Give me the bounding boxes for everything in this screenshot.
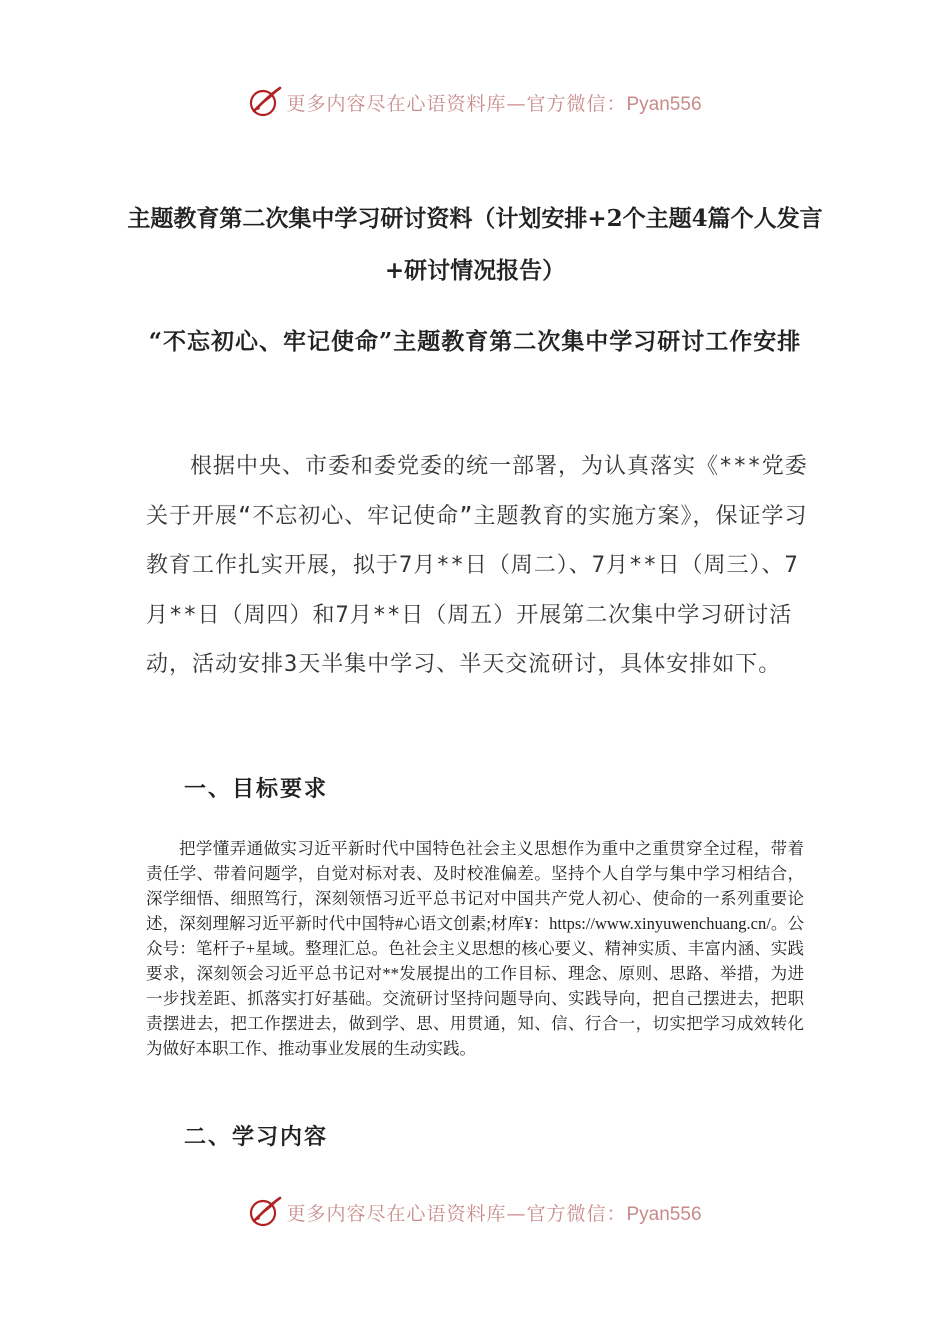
section-heading-goals: 一、目标要求 bbox=[184, 776, 329, 802]
intro-paragraph: 根据中央、市委和委党委的统一部署，为认真落实《***党委关于开展“不忘初心、牢记使命”主题教育的实施方案》，保证学习教育工作扎实开展，拟于7月**日（周二）、7月**日（周三）、7月**日（周四）和7月**日（周五）开展第二次集中学习研讨活动，活动安排3天半集中学习、半天交流研讨，具体安排如下。 bbox=[146, 454, 808, 677]
section-heading-content: 二、学习内容 bbox=[184, 1124, 329, 1150]
wechat-id: Pyan556 bbox=[626, 1203, 702, 1225]
quill-logo-icon bbox=[248, 1195, 282, 1229]
banner-text: 更多内容尽在心语资料库—官方微信：Pyan556 bbox=[286, 92, 702, 115]
wechat-id: Pyan556 bbox=[626, 93, 702, 115]
main-title: 主题教育第二次集中学习研讨资料（计划安排+2个主题4篇个人发言+研讨情况报告） bbox=[127, 205, 823, 284]
quill-logo-icon bbox=[248, 85, 282, 119]
sub-title: “不忘初心、牢记使命”主题教育第二次集中学习研讨工作安排 bbox=[148, 328, 802, 355]
header-banner bbox=[0, 80, 950, 124]
footer-banner bbox=[0, 1190, 950, 1234]
section-body-goals: 把学懂弄通做实习近平新时代中国特色社会主义思想作为重中之重贯穿全过程，带着责任学、带着问题学，自觉对标对表、及时校准偏差。坚持个人自学与集中学习相结合，深学细悟、细照笃行，深刻领悟习近平总书记对中国共产党人初心、使命的一系列重要论述，深刻理解习近平新时代中国特#心语文创素;材库¥：https://www.xinyuwenchuang.cn/。公众号：笔杆子+星域。整理汇总。色社会主义思想的核心要义、精神实质、丰富内涵、实践要求，深刻领会习近平总书记对**发展提出的工作目标、理念、原则、思路、举措，为进一步找差距、抓落实打好基础。交流研讨坚持问题导向、实践导向，把自己摆进去，把职责摆进去，把工作摆进去，做到学、思、用贯通，知、信、行合一，切实把学习成效转化为做好本职工作、推动事业发展的生动实践。 bbox=[146, 839, 804, 1058]
banner-text: 更多内容尽在心语资料库—官方微信：Pyan556 bbox=[286, 1202, 702, 1225]
